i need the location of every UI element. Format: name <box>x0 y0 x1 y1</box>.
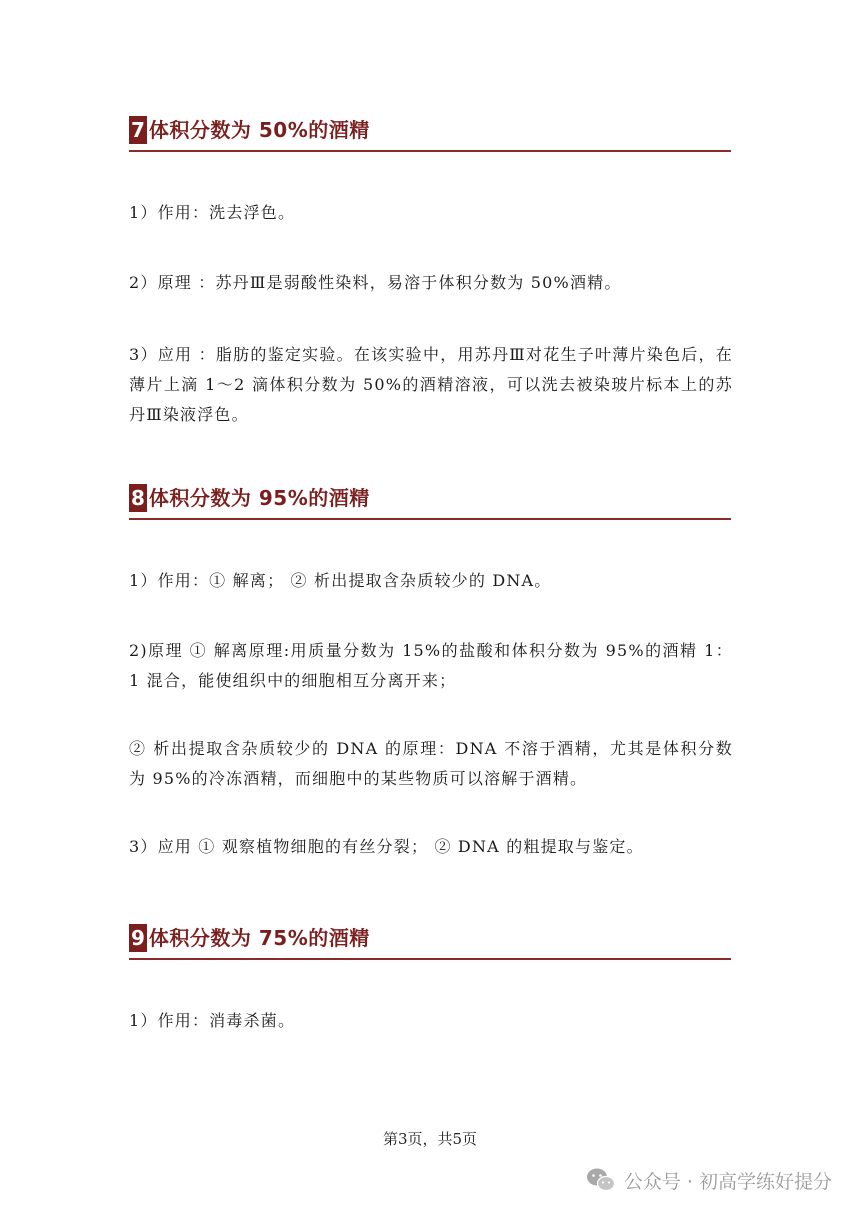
section-heading-7 <box>129 110 731 152</box>
page-number: 第3页，共5页 <box>382 1130 478 1148</box>
paragraph: ② 析出提取含杂质较少的 DNA 的原理：DNA 不溶于酒精，尤其是体积分数为 95%的冷冻酒精，而细胞中的某些物质可以溶解于酒精。 <box>129 739 733 788</box>
wechat-icon <box>586 1166 616 1194</box>
section-title: 体积分数为 50%的酒精 <box>148 118 370 142</box>
section-number: 9 <box>131 926 145 950</box>
paragraph: 1）作用：消毒杀菌。 <box>129 1011 296 1030</box>
paragraph: 2)原理 ① 解离原理:用质量分数为 15%的盐酸和体积分数为 95%的酒精 1：1 混合，能使组织中的细胞相互分离开来； <box>129 641 733 690</box>
paragraph: 3）应用 ：脂肪的鉴定实验。在该实验中，用苏丹Ⅲ对花生子叶薄片染色后，在薄片上滴 1～2 滴体积分数为 50%的酒精溶液，可以洗去被染玻片标本上的苏丹Ⅲ染液浮色。 <box>129 345 733 424</box>
section-title: 体积分数为 75%的酒精 <box>148 926 370 950</box>
watermark <box>586 1166 832 1194</box>
section-number: 8 <box>131 486 145 510</box>
paragraph: 3）应用 ① 观察植物细胞的有丝分裂； ② DNA 的粗提取与鉴定。 <box>129 837 644 856</box>
section-number: 7 <box>131 118 145 142</box>
paragraph: 1）作用：① 解离； ② 析出提取含杂质较少的 DNA。 <box>129 571 552 590</box>
section-heading-8 <box>129 478 731 520</box>
section-title: 体积分数为 95%的酒精 <box>148 486 370 510</box>
section-heading-9 <box>129 918 731 960</box>
paragraph: 2）原理 ：苏丹Ⅲ是弱酸性染料，易溶于体积分数为 50%酒精。 <box>129 273 622 292</box>
paragraph: 1）作用：洗去浮色。 <box>129 203 296 222</box>
watermark-text: 公众号 · 初高学练好提分 <box>623 1170 832 1193</box>
